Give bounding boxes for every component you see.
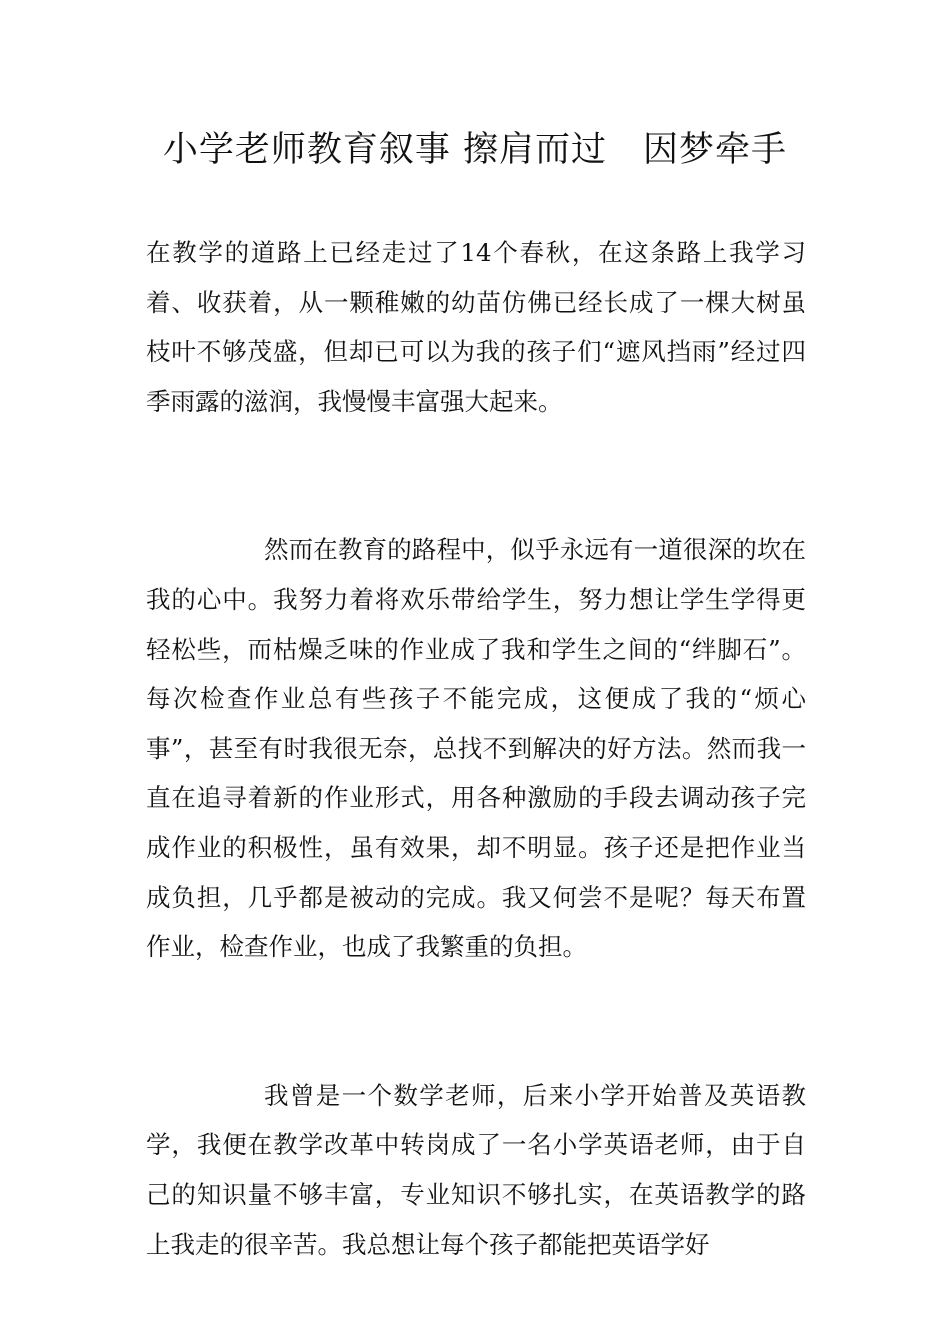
paragraph-spacer: [146, 426, 806, 525]
document-body: [146, 228, 806, 1269]
paragraph-1: 在教学的道路上已经走过了14个春秋，在这条路上我学习着、收获着，从一颗稚嫩的幼苗仿佛已经长成了一棵大树虽枝叶不够茂盛，但却已可以为我的孩子们“遮风挡雨”经过四季雨露的滋润，我慢慢丰富强大起来。: [146, 238, 806, 416]
document-title: 小学老师教育叙事 擦肩而过 因梦牵手: [162, 130, 788, 170]
paragraph-spacer: [146, 972, 806, 1071]
paragraph-2: 然而在教育的路程中，似乎永远有一道很深的坎在我的心中。我努力着将欢乐带给学生，努力想让学生学得更轻松些，而枯燥乏味的作业成了我和学生之间的“绊脚石”。每次检查作业总有些孩子不能完成，这便成了我的“烦心事”，甚至有时我很无奈，总找不到解决的好方法。然而我一直在追寻着新的作业形式，用各种激励的手段去调动孩子完成作业的积极性，虽有效果，却不明显。孩子还是把作业当成负担，几乎都是被动的完成。我又何尝不是呢？每天布置作业，检查作业，也成了我繁重的负担。: [146, 535, 806, 962]
paragraph-3: 我曾是一个数学老师，后来小学开始普及英语教学，我便在教学改革中转岗成了一名小学英语老师，由于自己的知识量不够丰富，专业知识不够扎实，在英语教学的路上我走的很辛苦。我总想让每个孩子都能把英语学好: [146, 1080, 806, 1259]
